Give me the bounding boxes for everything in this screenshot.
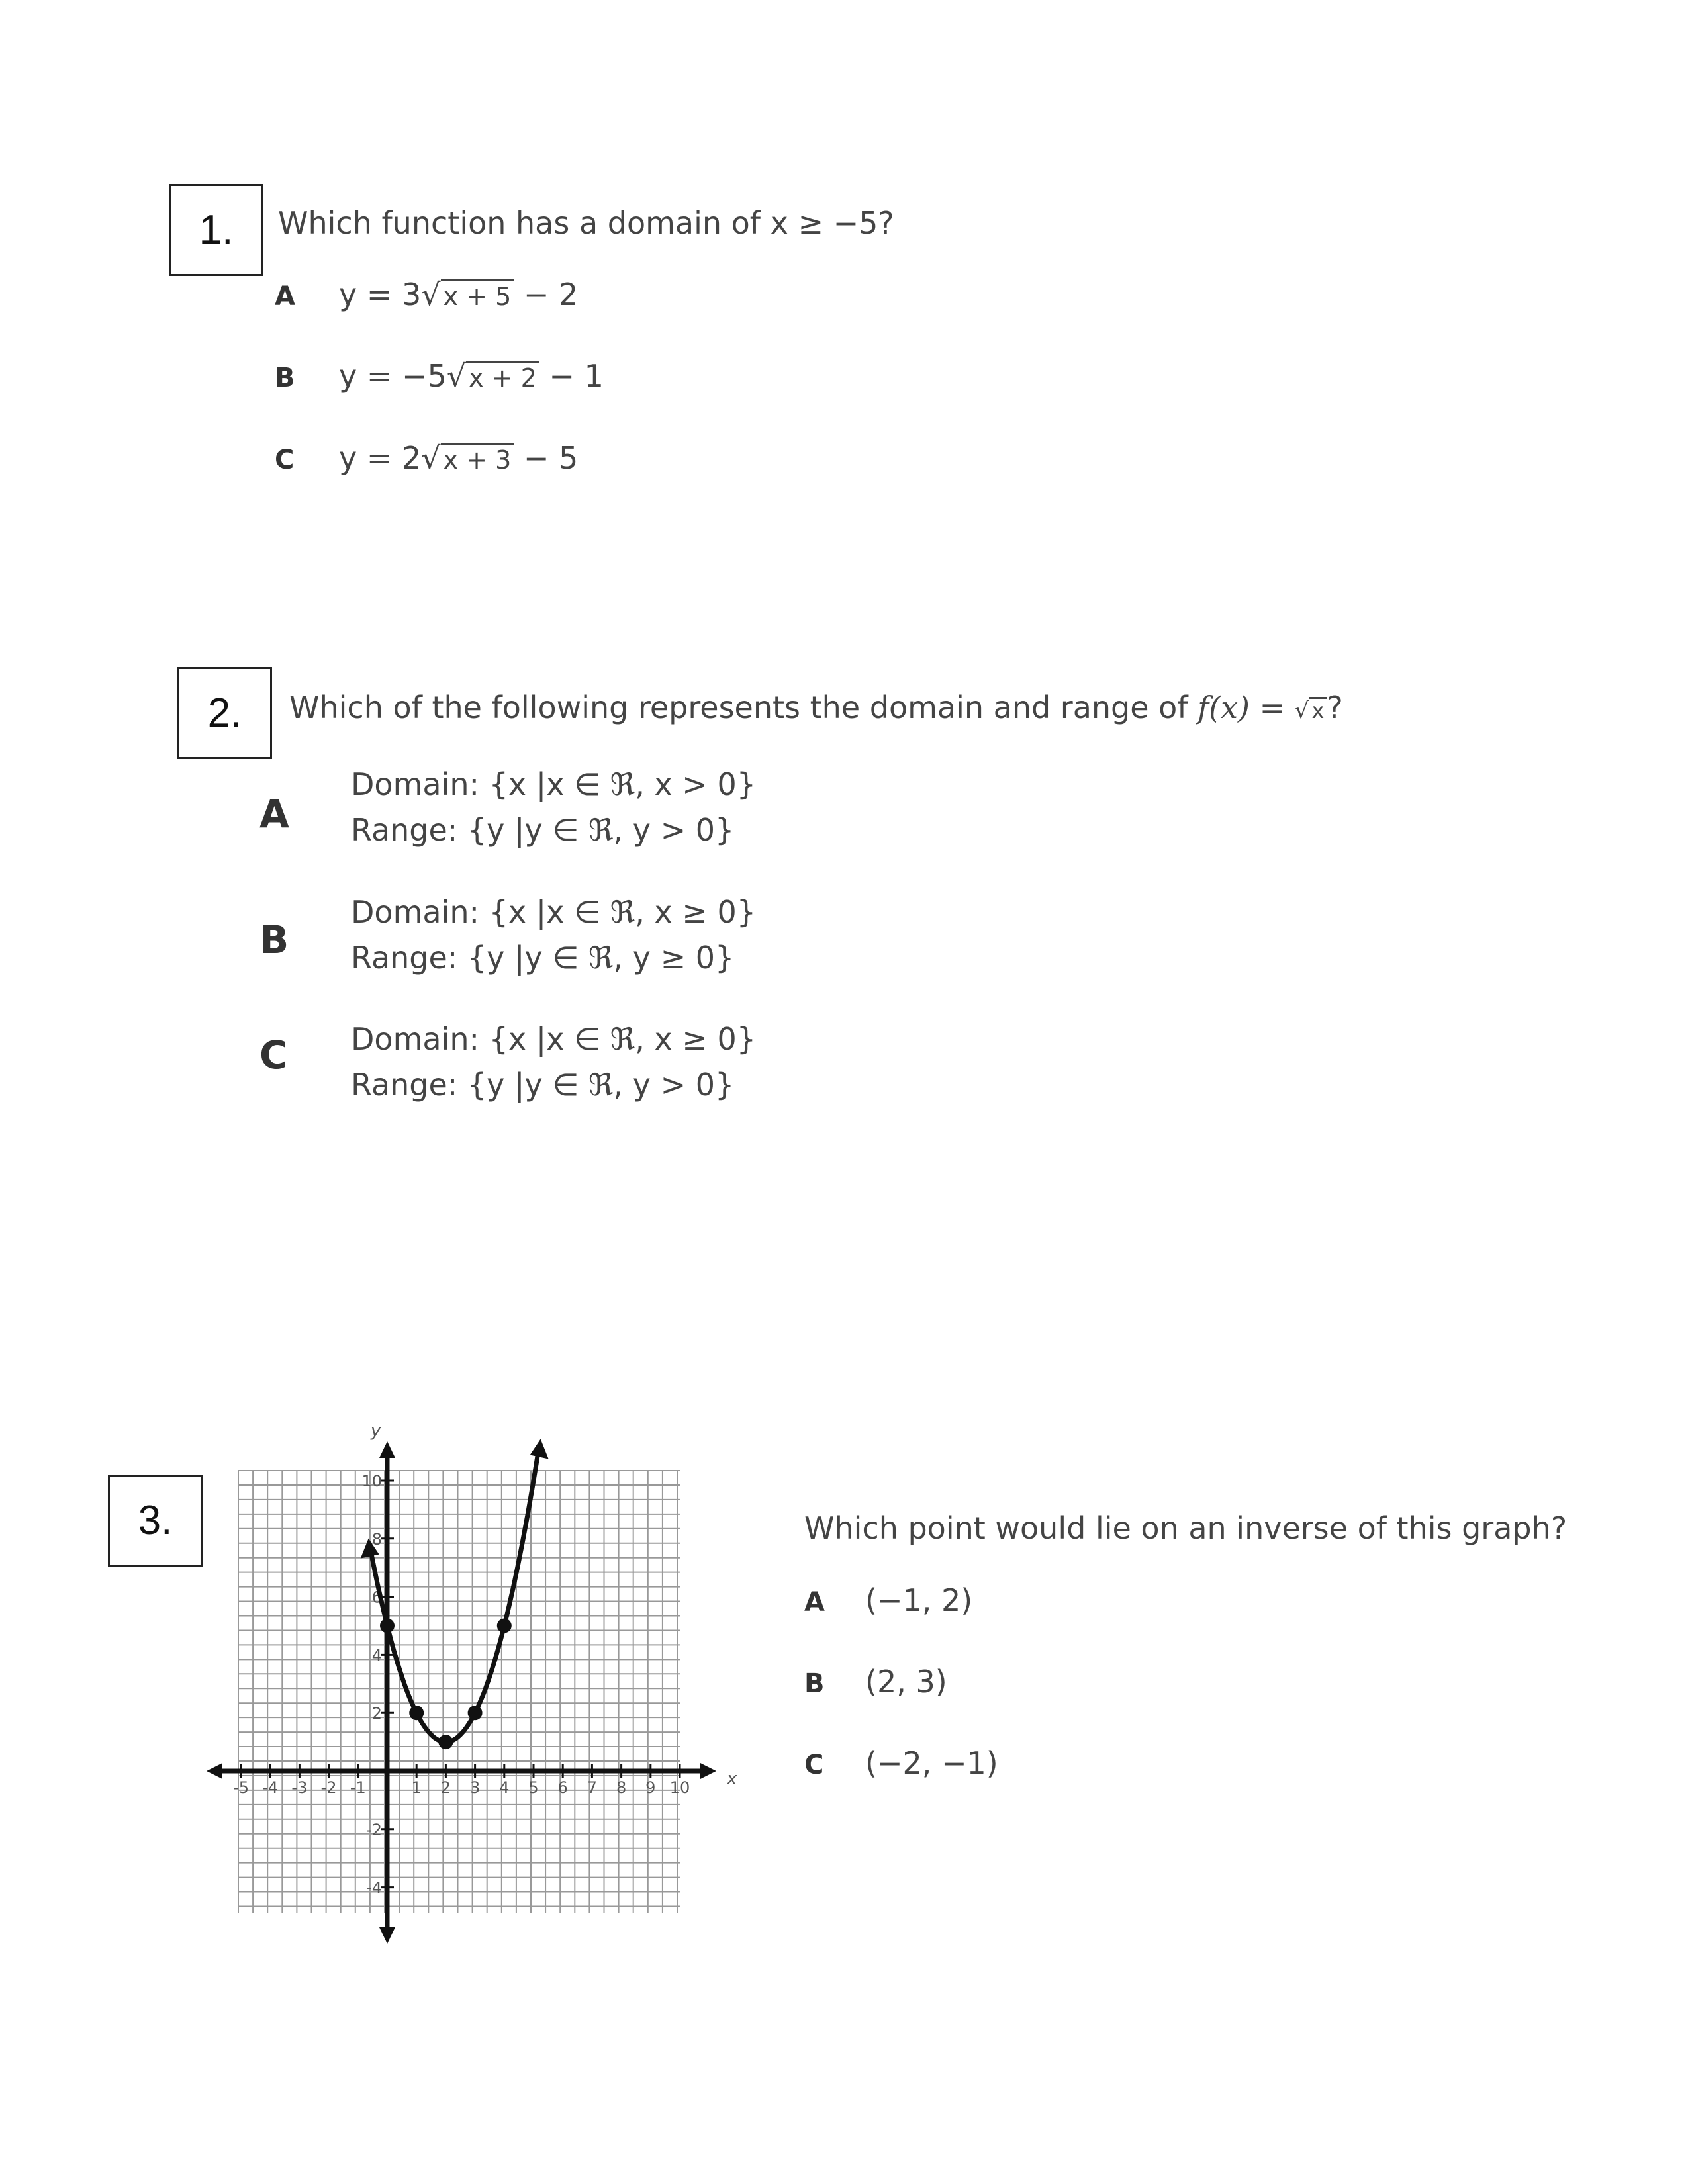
x-tick-label: 5 [528,1778,539,1797]
x-tick-label: -5 [233,1778,249,1797]
question-2-text: Which of the following represents the domain and range of f(x) = √ x? [289,690,1343,725]
y-tick-label: -2 [366,1820,382,1839]
x-axis-arrow-left [207,1763,222,1779]
option-range: Range: {y |y ∈ ℜ, y > 0} [351,1067,735,1103]
y-tick-label: 2 [371,1704,382,1723]
option-equation: y = 2√ x + 3 − 5 [339,440,579,476]
parabola-graph [192,1410,748,1959]
x-tick-label: 1 [411,1778,422,1797]
option-equation: y = −5√ x + 2 − 1 [339,358,604,394]
x-axis-arrow-right [700,1763,716,1779]
x-tick-label: 10 [669,1778,690,1797]
x-tick-label: 6 [557,1778,568,1797]
option-letter: A [804,1587,825,1617]
option-letter: C [804,1750,824,1780]
x-tick-label: 2 [440,1778,451,1797]
option-point: (−1, 2) [865,1582,973,1618]
x-tick-label: -1 [350,1778,366,1797]
x-tick-label: 9 [645,1778,656,1797]
x-axis-label: x [727,1769,737,1789]
question-3-text: Which point would lie on an inverse of this graph? [804,1510,1568,1546]
curve-point [409,1706,424,1720]
option-equation: y = 3√ x + 5 − 2 [339,277,579,312]
option-letter: A [275,281,295,312]
y-tick-label: 8 [371,1529,382,1549]
option-letter: B [259,917,289,962]
question-1-text: Which function has a domain of x ≥ −5? [278,205,894,241]
option-range: Range: {y |y ∈ ℜ, y > 0} [351,812,735,848]
option-domain: Domain: {x |x ∈ ℜ, x > 0} [351,766,756,802]
curve-point [497,1619,512,1633]
x-tick-label: 3 [469,1778,481,1797]
question-2-number: 2. [207,690,242,736]
axes [207,1441,716,1944]
curve-point [468,1706,483,1720]
option-domain: Domain: {x |x ∈ ℜ, x ≥ 0} [351,1021,756,1057]
x-tick-label: 4 [499,1778,510,1797]
option-letter: C [275,445,295,475]
option-letter: A [259,792,289,837]
option-letter: C [259,1032,288,1077]
y-tick-label: 4 [371,1646,382,1665]
x-tick-label: 7 [586,1778,598,1797]
question-2-number-box [177,667,272,759]
x-tick-label: 8 [616,1778,627,1797]
y-axis-arrow-down [379,1927,395,1944]
curve-point [438,1735,453,1749]
question-3-number: 3. [138,1498,173,1543]
option-point: (−2, −1) [865,1745,998,1781]
x-tick-label: -4 [262,1778,279,1797]
question-1-number-box [169,184,263,276]
y-axis-label: y [371,1421,381,1441]
y-tick-label: 10 [361,1472,382,1490]
option-point: (2, 3) [865,1664,947,1700]
y-tick-label: 6 [371,1588,382,1607]
y-tick-label: -4 [366,1878,382,1897]
x-tick-label: -3 [291,1778,308,1797]
parabola-line [371,1454,538,1743]
grid [238,1471,680,1913]
option-letter: B [804,1668,825,1699]
question-3-number-box [108,1475,203,1567]
option-range: Range: {y |y ∈ ℜ, y ≥ 0} [351,940,735,976]
option-letter: B [275,363,295,393]
x-tick-label: -2 [320,1778,337,1797]
curve-arrow-right [530,1439,549,1459]
option-domain: Domain: {x |x ∈ ℜ, x ≥ 0} [351,894,756,930]
y-axis-arrow-up [379,1441,395,1458]
curve-point [380,1619,395,1633]
question-1-number: 1. [199,207,234,253]
